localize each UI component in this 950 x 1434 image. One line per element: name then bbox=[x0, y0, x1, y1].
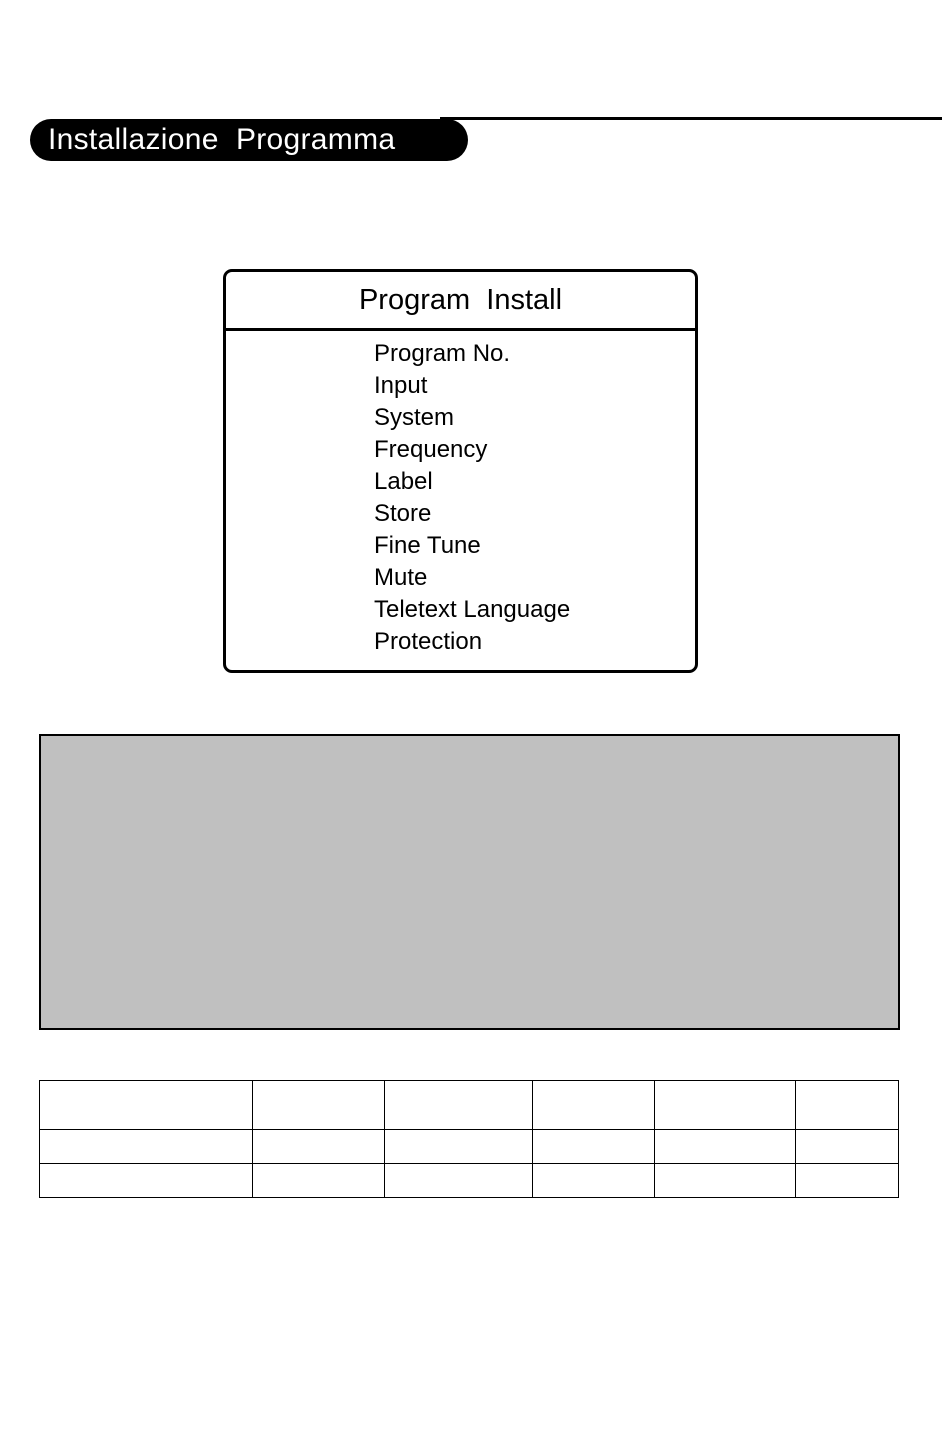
menu-item-system[interactable]: System bbox=[374, 404, 455, 431]
table-cell bbox=[253, 1130, 385, 1164]
table-cell bbox=[253, 1164, 385, 1198]
table-cell bbox=[533, 1081, 655, 1130]
table-row bbox=[40, 1164, 899, 1198]
table-cell bbox=[385, 1164, 533, 1198]
table-cell bbox=[40, 1081, 253, 1130]
header-rule bbox=[440, 117, 942, 120]
table-cell bbox=[40, 1130, 253, 1164]
empty-grid-table bbox=[39, 1080, 899, 1198]
table-cell bbox=[655, 1081, 796, 1130]
menu-item-mute[interactable]: Mute bbox=[374, 564, 428, 591]
menu-item-label[interactable]: Label bbox=[374, 468, 433, 495]
table-cell bbox=[385, 1130, 533, 1164]
table-cell bbox=[533, 1164, 655, 1198]
table-cell bbox=[796, 1081, 899, 1130]
menu-item-store[interactable]: Store bbox=[374, 500, 432, 527]
menu-item-program-no[interactable]: Program No. bbox=[374, 340, 511, 367]
program-install-menu bbox=[223, 269, 698, 673]
table-cell bbox=[796, 1130, 899, 1164]
section-title: Installazione Programma bbox=[30, 119, 468, 161]
menu-item-teletext-language[interactable]: Teletext Language bbox=[374, 596, 571, 623]
menu-title: Program Install bbox=[226, 272, 695, 331]
table-cell bbox=[655, 1130, 796, 1164]
table-cell bbox=[796, 1164, 899, 1198]
menu-item-list bbox=[374, 338, 570, 658]
menu-item-protection[interactable]: Protection bbox=[374, 628, 483, 655]
table-cell bbox=[655, 1164, 796, 1198]
table-cell bbox=[40, 1164, 253, 1198]
gray-panel bbox=[39, 734, 900, 1030]
table-row bbox=[40, 1081, 899, 1130]
menu-item-fine-tune[interactable]: Fine Tune bbox=[374, 532, 481, 559]
table-cell bbox=[533, 1130, 655, 1164]
menu-item-frequency[interactable]: Frequency bbox=[374, 436, 488, 463]
menu-item-input[interactable]: Input bbox=[374, 372, 428, 399]
table-cell bbox=[253, 1081, 385, 1130]
table-row bbox=[40, 1130, 899, 1164]
table-cell bbox=[385, 1081, 533, 1130]
